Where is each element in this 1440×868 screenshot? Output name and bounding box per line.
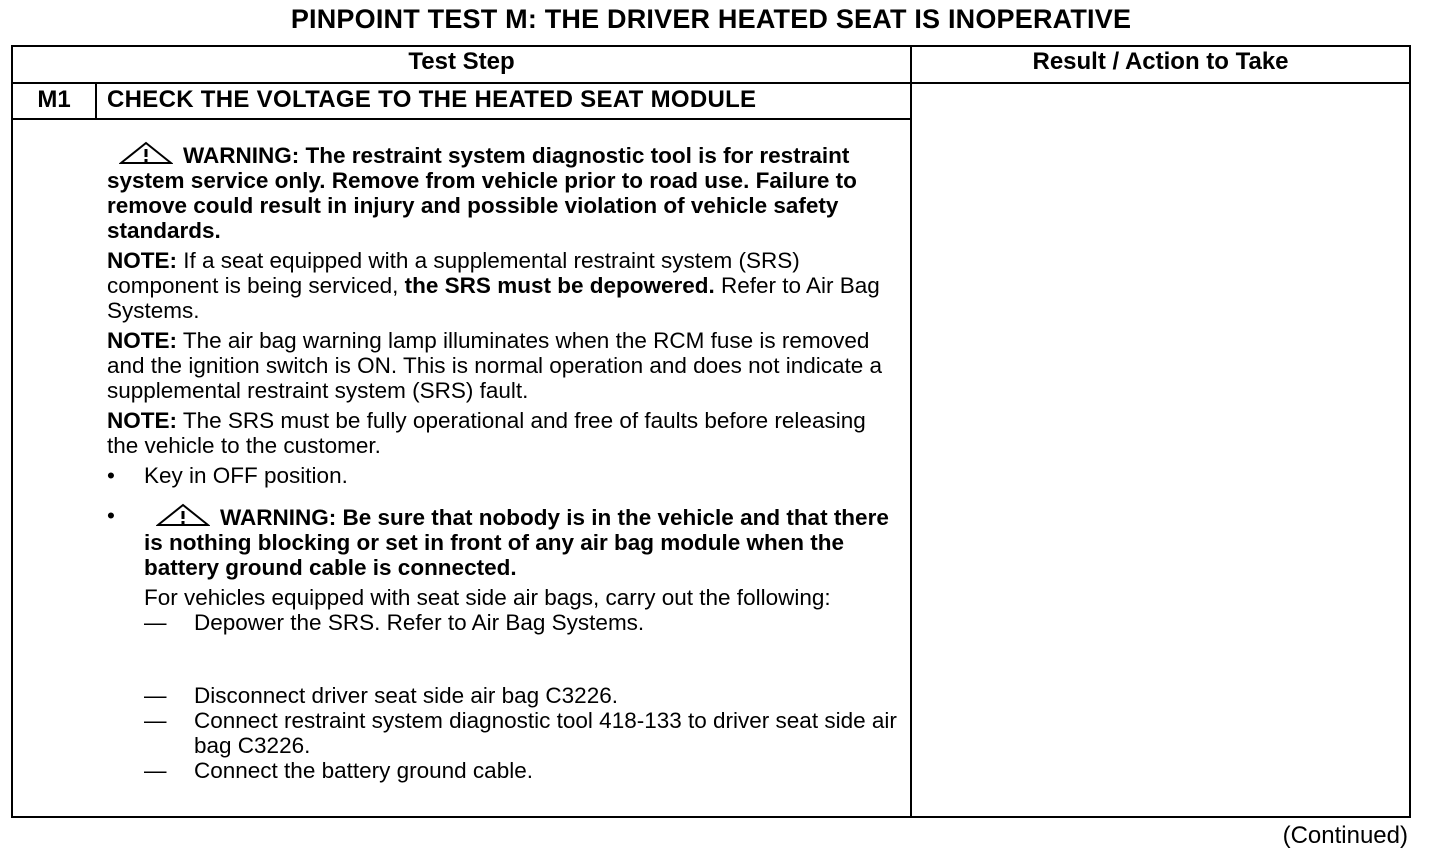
step-id: M1 [37, 86, 71, 113]
warning-restraint-tool [107, 141, 897, 243]
step-title: CHECK THE VOLTAGE TO THE HEATED SEAT MODULE [107, 86, 757, 113]
dash-mark: — [144, 708, 167, 733]
column-divider [910, 45, 912, 818]
bullet-warning-nobody [107, 503, 897, 610]
header-test-step: Test Step [408, 48, 515, 75]
page-title: PINPOINT TEST M: THE DRIVER HEATED SEAT IS INOPERATIVE [290, 4, 1132, 34]
step-content [107, 141, 897, 783]
dash-item: — Connect the battery ground cable. [144, 758, 533, 783]
note-airbag-lamp: NOTE: The air bag warning lamp illuminates when the RCM fuse is removed and the ignition switch is ON. This is normal operation and does not indicate a supplemental restraint system (SRS) fault. [107, 328, 883, 403]
note-srs-operational: NOTE: The SRS must be fully operational and free of faults before releasing the vehicle to the customer. [107, 408, 866, 458]
warning-triangle-icon [156, 503, 210, 527]
bullet-mark: • [107, 463, 115, 488]
bullet-mark: • [107, 503, 115, 528]
dash-item: — Disconnect driver seat side air bag C3226. [144, 683, 618, 708]
step-id-divider [95, 83, 97, 119]
step-row-divider [11, 118, 912, 120]
bullet-key-off: • Key in OFF position. [107, 463, 348, 488]
seat-side-intro: For vehicles equipped with seat side air bags, carry out the following: [144, 585, 831, 610]
dash-item: — Depower the SRS. Refer to Air Bag Systems. [144, 610, 645, 635]
dash-mark: — [144, 683, 167, 708]
dash-item: — Connect restraint system diagnostic tool 418-133 to driver seat side air bag C3226. [144, 708, 897, 758]
header-divider [11, 82, 1411, 84]
warning-triangle-icon [119, 141, 173, 165]
dash-mark: — [144, 610, 167, 635]
dash-mark: — [144, 758, 167, 783]
continued-label: (Continued) [1282, 822, 1408, 849]
note-srs-depower: NOTE: If a seat equipped with a supplemental restraint system (SRS) component is being serviced, the SRS must be depowered. Refer to Air Bag Systems. [107, 248, 880, 323]
warning-battery-cable: WARNING: Be sure that nobody is in the vehicle and that there is nothing blocking or set in front of any air bag module when the battery ground cable is connected. [144, 505, 889, 580]
header-result-action: Result / Action to Take [1032, 48, 1289, 75]
warning-restraint-tool-text: WARNING: The restraint system diagnostic tool is for restraint system service only. Remove from vehicle prior to road use. Failure to remove could result in injury and possible violation of vehicle safety standards. [107, 143, 857, 243]
